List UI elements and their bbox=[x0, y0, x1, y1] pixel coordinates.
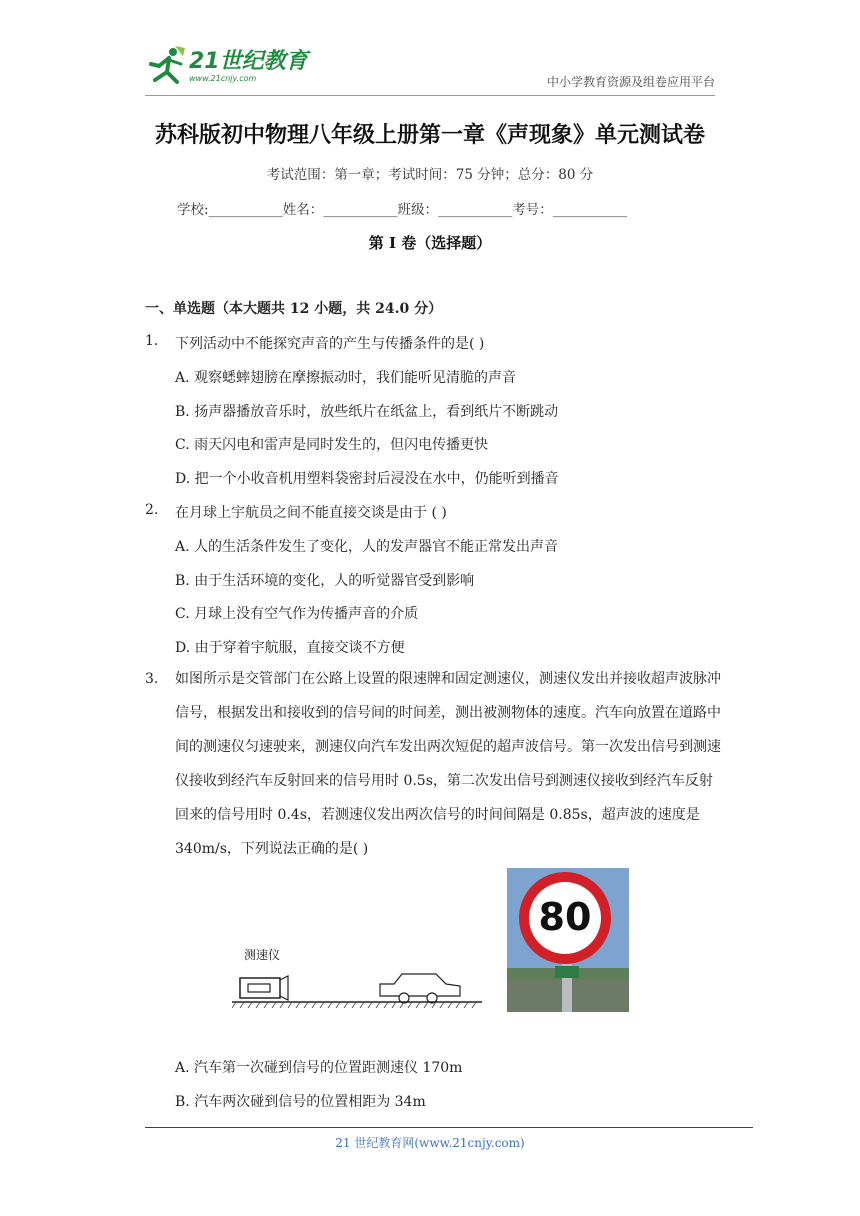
detector-label: 测速仪 bbox=[244, 948, 281, 962]
student-info-fields: 学校:___________姓名：___________班级：___________考号：___________ bbox=[177, 202, 628, 218]
question-1-option-b: B. 扬声器播放音乐时，放些纸片在纸盆上，看到纸片不断跳动 bbox=[175, 404, 559, 420]
speed-limit-value: 80 bbox=[538, 895, 592, 939]
question-text: 在月球上宇航员之间不能直接交谈是由于 ( ) bbox=[175, 505, 447, 521]
question-text: 下列活动中不能探究声音的产生与传播条件的是( ) bbox=[175, 336, 485, 352]
logo bbox=[145, 40, 320, 92]
question-number: 2. bbox=[145, 502, 159, 518]
question-2-option-a: A. 人的生活条件发生了变化，人的发声器官不能正常发出声音 bbox=[175, 539, 559, 555]
question-1-option-d: D. 把一个小收音机用塑料袋密封后浸没在水中，仍能听到播音 bbox=[175, 471, 559, 487]
speed-limit-sign-photo bbox=[507, 868, 629, 1012]
question-number: 3. bbox=[145, 671, 159, 687]
question-1-option-a: A. 观察蟋蟀翅膀在摩擦振动时，我们能听见清脆的声音 bbox=[175, 370, 517, 386]
header-divider bbox=[145, 95, 715, 96]
part-heading: 第 I 卷（选择题） bbox=[368, 234, 492, 252]
speed-detector-figure bbox=[232, 940, 482, 1012]
question-2-option-c: C. 月球上没有空气作为传播声音的介质 bbox=[175, 606, 419, 622]
footer-link[interactable]: 21 世纪教育网(www.21cnjy.com) bbox=[335, 1136, 525, 1150]
runner-logo-icon bbox=[145, 44, 189, 88]
speed-limit-sign-icon bbox=[507, 868, 629, 1012]
question-number: 1. bbox=[145, 333, 159, 349]
question-2-option-d: D. 由于穿着宇航服，直接交谈不方便 bbox=[175, 640, 405, 656]
question-2-option-b: B. 由于生活环境的变化，人的听觉器官受到影响 bbox=[175, 573, 475, 589]
question-text: 如图所示是交管部门在公路上设置的限速牌和固定测速仪，测速仪发出并接收超声波脉冲信号，根据发出和接收到的信号间的时间差，测出被测物体的速度。汽车向放置在道路中间的测速仪匀速驶来，测速仪向汽车发出两次短促的超声波信号。第一次发出信号到测速仪接收到经汽车反射回来的信号用时 0.5s，第二次发出信号到测速仪接收到经汽车反射回来的信号用时 0.4s，若测速仪发出两次信号的时间间隔是 0.85s，超声波的速度是 340m/s，下列说法正确的是( ) bbox=[175, 671, 721, 857]
platform-name: 中小学教育资源及组卷应用平台 bbox=[546, 75, 715, 89]
section-heading: 一、单选题（本大题共 12 小题，共 24.0 分） bbox=[145, 301, 443, 317]
footer-divider bbox=[145, 1127, 753, 1128]
road-diagram-icon bbox=[232, 940, 482, 1012]
logo-url: www.21cnjy.com bbox=[189, 74, 257, 83]
question-3-option-b: B. 汽车两次碰到信号的位置相距为 34m bbox=[175, 1094, 426, 1110]
exam-meta: 考试范围：第一章；考试时间：75 分钟；总分：80 分 bbox=[266, 167, 594, 183]
question-3-option-a: A. 汽车第一次碰到信号的位置距测速仪 170m bbox=[175, 1060, 463, 1076]
question-1-option-c: C. 雨天闪电和雷声是同时发生的，但闪电传播更快 bbox=[175, 437, 489, 453]
page-header bbox=[145, 40, 715, 94]
exam-title: 苏科版初中物理八年级上册第一章《声现象》单元测试卷 bbox=[154, 122, 705, 148]
logo-text: 21世纪教育 bbox=[189, 49, 308, 74]
